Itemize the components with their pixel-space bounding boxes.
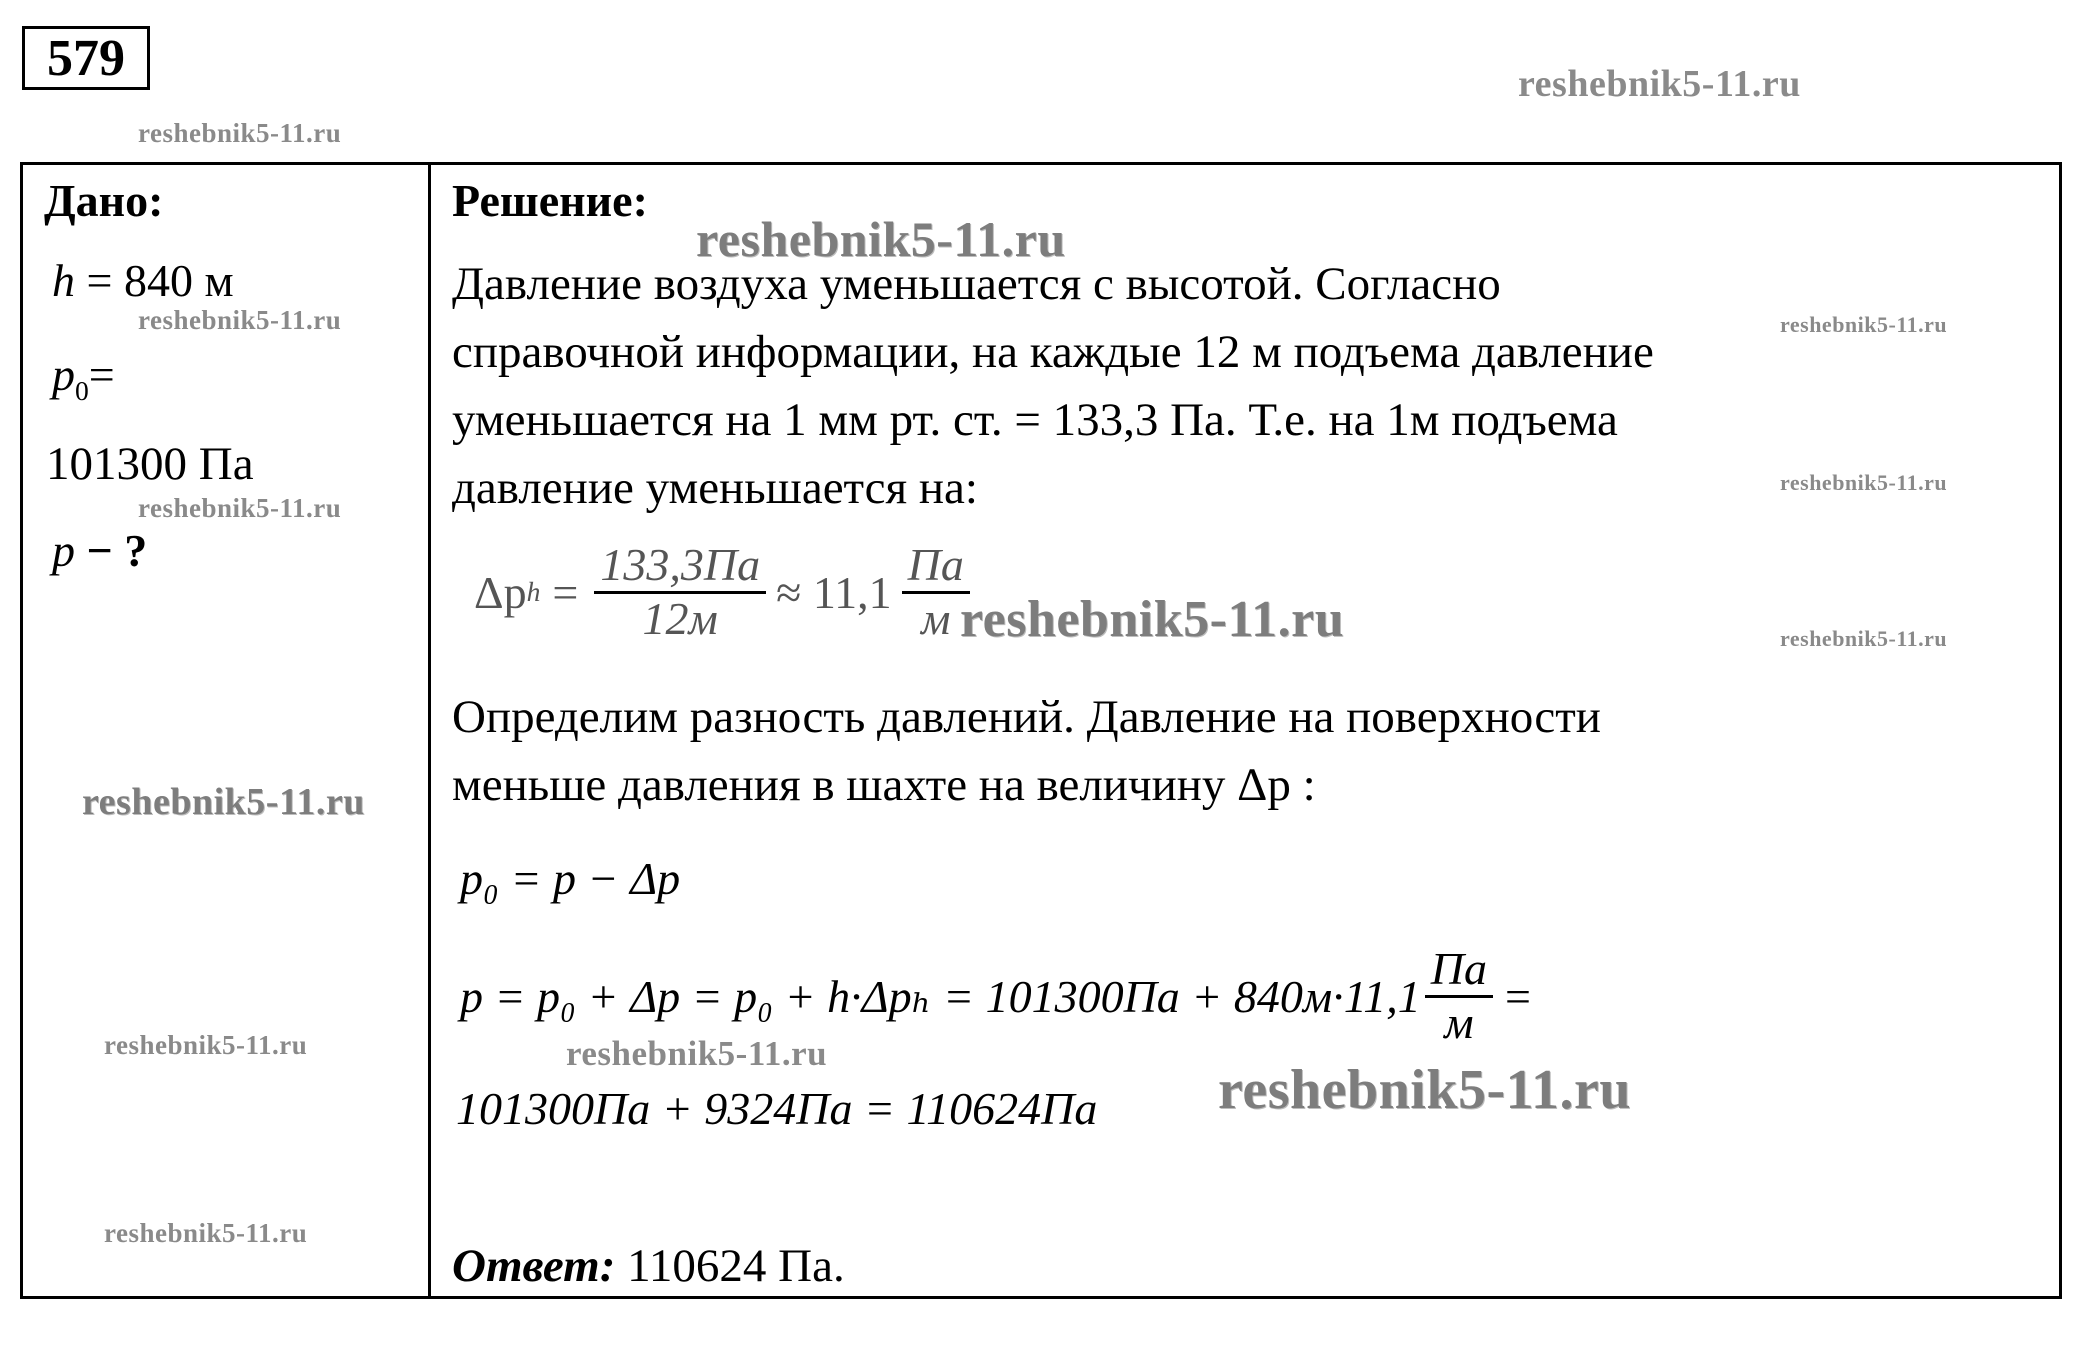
watermark: reshebnik5-11.ru — [104, 1030, 308, 1060]
given-heading: Дано: — [44, 175, 164, 226]
watermark: reshebnik5-11.ru — [104, 1218, 308, 1248]
given-unknown: p − ? — [52, 525, 148, 576]
watermark: reshebnik5-11.ru — [138, 493, 342, 523]
watermark: reshebnik5-11.ru — [1780, 312, 1948, 337]
given-height: h = 840 м — [52, 255, 234, 306]
watermark: reshebnik5-11.ru — [138, 305, 342, 335]
solution-heading: Решение: — [452, 175, 648, 226]
watermark: reshebnik5-11.ru — [696, 211, 1066, 267]
solution-paragraph-2: Определим разность давлений. Давление на поверхности меньше давления в шахте на величину Δp : — [452, 691, 1601, 811]
given-p0: $p_0=$ — [52, 349, 115, 407]
solution-paragraph-1: Давление воздуха уменьшается с высотой. Согласно справочной информации, на каждые 12 м подъема давление уменьшается на 1 мм рт. ст. = 133,3 Па. Т.е. на 1м подъема давление уменьшается на: — [452, 258, 1654, 514]
problem-number: 579 — [22, 26, 150, 90]
answer: Ответ: 110624 Па. — [452, 1240, 845, 1292]
watermark: reshebnik5-11.ru — [1780, 470, 1948, 495]
given-p0-value: 101300 Па — [46, 438, 254, 490]
formula-pressure-per-meter: Δp h = $\frac{133,3Па}{12м}$ ≈ 11,1 $\frac{Па}{м}$ — [474, 540, 974, 644]
formula-pressure: p = p₀ + Δp = p₀ + h·Δpₕ = 101300Па + 840м·11,1 $\frac{Па}{м}$ = — [460, 943, 1531, 1048]
watermark: reshebnik5-11.ru — [566, 1034, 828, 1073]
watermark: reshebnik5-11.ru — [1518, 63, 1801, 105]
column-divider — [428, 162, 431, 1299]
watermark: reshebnik5-11.ru — [138, 118, 342, 148]
watermark: reshebnik5-11.ru — [960, 591, 1345, 648]
watermark: reshebnik5-11.ru — [1218, 1059, 1632, 1121]
watermark: reshebnik5-11.ru — [1780, 626, 1948, 651]
formula-p0: p₀ = p − Δp — [460, 853, 681, 904]
formula-result: 101300Па + 9324Па = 110624Па — [456, 1083, 1098, 1134]
watermark: reshebnik5-11.ru — [82, 781, 365, 823]
